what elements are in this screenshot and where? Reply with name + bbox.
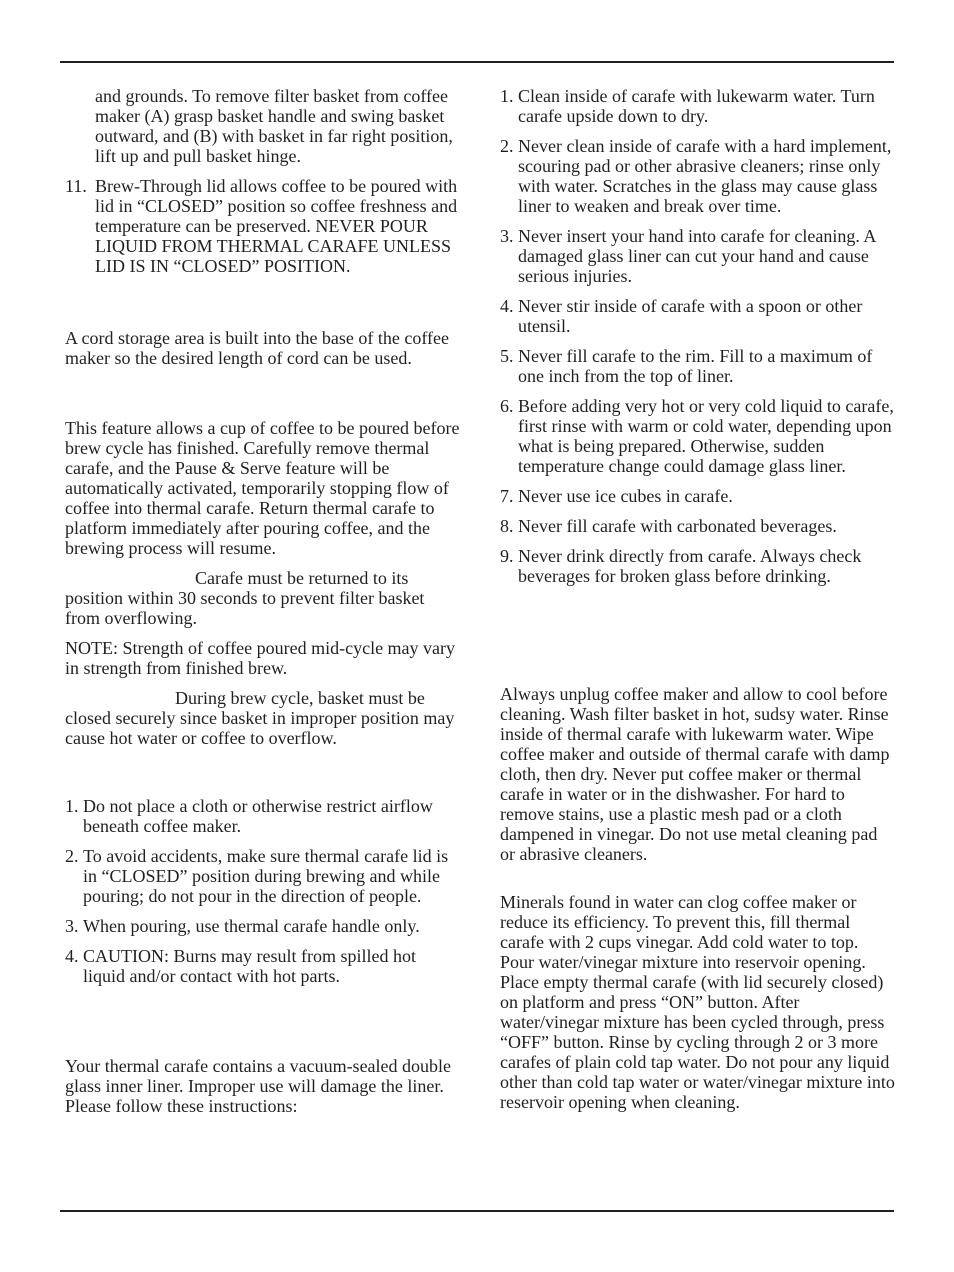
carafe-return-paragraph: Carafe must be returned to its position within 30 seconds to prevent filter basket from overflowing. (65, 568, 425, 628)
list-item: 3. Never insert your hand into carafe for cleaning. A damaged glass liner can cut your hand and cause serious injuries. (500, 226, 876, 286)
list-item: 3. When pouring, use thermal carafe handle only. (65, 916, 420, 936)
list-item: 2. Never clean inside of carafe with a hard implement, scouring pad or other abrasive cleaners; rinse only with water. Scratches in the glass may cause glass liner to weaken and break over time. (500, 136, 892, 216)
cleaning-paragraph: Always unplug coffee maker and allow to cool before cleaning. Wash filter basket in hot, sudsy water. Rinse inside of thermal carafe with lukewarm water. Wipe coffee maker and outside of thermal carafe with damp cloth, then dry. Never put coffee maker or thermal carafe in water or in the dishwasher. For hard to remove stains, use a plastic mesh pad or a cloth dampened in vinegar. Do not use metal cleaning pad or abrasive cleaners. (500, 684, 890, 864)
step-11-list (65, 176, 460, 276)
minerals-paragraph: Minerals found in water can clog coffee maker or reduce its efficiency. To prevent this, fill thermal carafe with 2 cups vinegar. Add cold water to top. Pour water/vinegar mixture into reservoir opening. Place empty thermal carafe (with lid securely closed) on platform and press “ON” button. After water/vinegar mixture has been cycled through, press “OFF” button. Rinse by cycling through 2 or 3 more carafes of plain cold tap water. Do not pour any liquid other than cold tap water or water/vinegar mixture into reservoir opening when cleaning. (500, 892, 895, 1112)
list-item: 1. Do not place a cloth or otherwise restrict airflow beneath coffee maker. (65, 796, 433, 836)
list-item: 1. Clean inside of carafe with lukewarm water. Turn carafe upside down to dry. (500, 86, 875, 126)
list-item: 9. Never drink directly from carafe. Always check beverages for broken glass before drinking. (500, 546, 862, 586)
right-column (500, 86, 895, 1122)
left-column (65, 86, 460, 1126)
top-rule (60, 61, 894, 63)
pause-serve-paragraph: This feature allows a cup of coffee to be poured before brew cycle has finished. Carefully remove thermal carafe, and the Pause & Serve feature will be automatically activated, temporarily stopping flow of coffee into thermal carafe. Return thermal carafe to platform immediately after pouring coffee, and the brewing process will resume. (65, 418, 460, 558)
carafe-care-list (500, 86, 895, 586)
list-item: 7. Never use ice cubes in carafe. (500, 486, 733, 506)
list-item: 5. Never fill carafe to the rim. Fill to a maximum of one inch from the top of liner. (500, 346, 873, 386)
cord-storage-paragraph: A cord storage area is built into the base of the coffee maker so the desired length of cord can be used. (65, 328, 450, 368)
note-paragraph: NOTE: Strength of coffee poured mid-cycle may vary in strength from finished brew. (65, 638, 456, 678)
list-item: 4. Never stir inside of carafe with a spoon or other utensil. (500, 296, 863, 336)
carafe-intro-paragraph: Your thermal carafe contains a vacuum-sealed double glass inner liner. Improper use will damage the liner. Please follow these instructions: (65, 1056, 452, 1116)
list-item: 6. Before adding very hot or very cold liquid to carafe, first rinse with warm or cold water, depending upon what is being prepared. Otherwise, sudden temperature change could damage glass liner. (500, 396, 894, 476)
list-item: 4. CAUTION: Burns may result from spilled hot liquid and/or contact with hot parts. (65, 946, 416, 986)
filter-basket-continuation: and grounds. To remove filter basket from coffee maker (A) grasp basket handle and swing basket outward, and (B) with basket in far right position, lift up and pull basket hinge. (95, 86, 453, 166)
bottom-rule (60, 1210, 894, 1212)
basket-closed-paragraph: During brew cycle, basket must be closed securely since basket in improper position may cause hot water or coffee to overflow. (65, 688, 455, 748)
list-item: 11. Brew-Through lid allows coffee to be poured with lid in “CLOSED” position so coffee freshness and temperature can be preserved. NEVER POUR LIQUID FROM THERMAL CARAFE UNLESS LID IS IN “CLOSED” POSITION. (65, 176, 458, 276)
list-item: 2. To avoid accidents, make sure thermal carafe lid is in “CLOSED” position during brewing and while pouring; do not pour in the direction of people. (65, 846, 449, 906)
list-item: 8. Never fill carafe with carbonated beverages. (500, 516, 837, 536)
safety-list (65, 796, 460, 986)
